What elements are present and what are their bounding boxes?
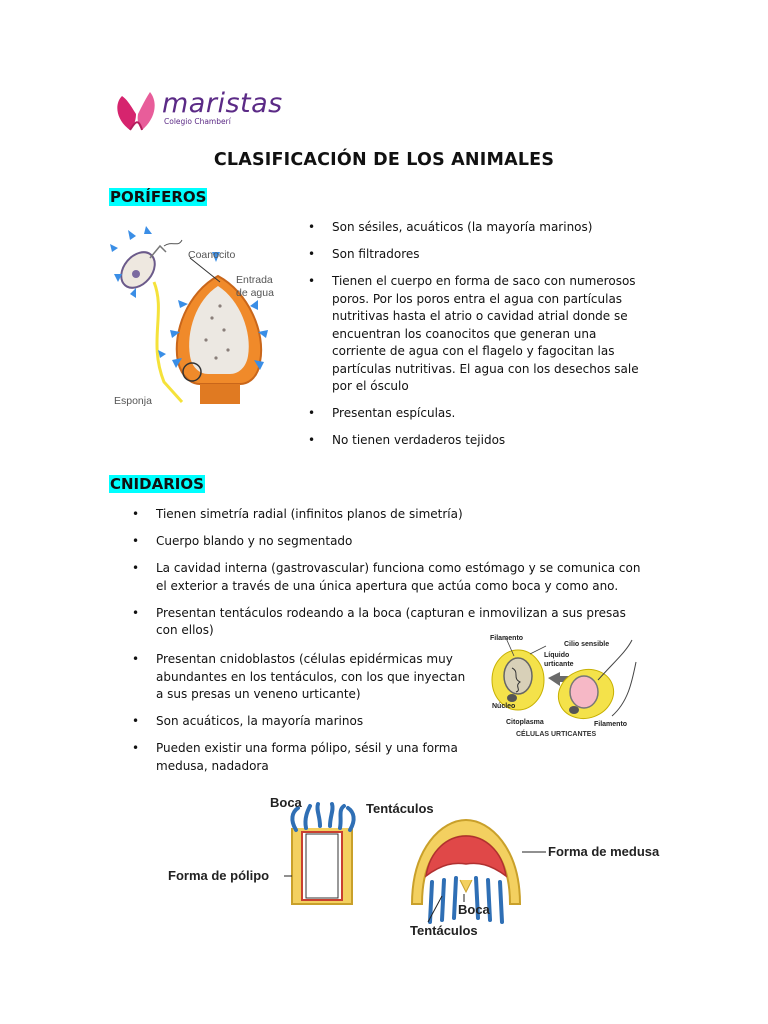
label-citoplasma: Citoplasma [506,719,544,726]
label-entrada-2: de agua [236,287,274,299]
label-tentaculos-1: Tentáculos [366,801,434,816]
label-coanocito: Coanocito [188,249,236,261]
list-item: • Pueden existir una forma pólipo, sésil y una forma medusa, nadadora [132,740,467,775]
list-item: • Presentan cnidoblastos (células epidérmicas muy abundantes en los tentáculos, con los que inyectan a sus presas un veneno urticante) [132,651,467,704]
maristas-heart-icon [112,86,162,134]
nucleus-right [569,706,579,714]
list-item: • Son sésiles, acuáticos (la mayoría marinos) [308,219,653,237]
label-cilio: Cilio sensible [564,641,610,648]
nucleus-left [507,694,517,702]
poriferos-list [308,219,653,459]
label-esponja: Esponja [114,395,152,407]
label-liquido-1: Líquido [544,652,570,659]
page-title: CLASIFICACIÓN DE LOS ANIMALES [213,150,555,170]
coanocito-nucleus [132,270,140,278]
logo-wordmark: maristas [162,88,283,119]
list-item: • Tienen el cuerpo en forma de saco con numerosos poros. Por los poros entra el agua con partículas nutritivas hasta el atrio o cavidad atrial donde se encuentran los coanocitos que generan una corriente de agua con el flagelo y fagocitan las partículas nutritivas. El agua con los desechos sale por el ósculo [308,273,653,396]
section-heading-cnidarios [109,474,205,494]
label-forma-medusa: Forma de medusa [548,844,660,859]
list-item: • Presentan espículas. [308,405,653,423]
label-filamento: Filamento [490,635,524,642]
cnidarios-list-bottom [132,651,467,785]
list-item: • Presentan tentáculos rodeando a la boca (capturan e inmovilizan a sus presas con ellos) [132,605,642,640]
label-boca-2: Boca [458,902,490,917]
capsule-right [570,676,598,708]
label-nucleo: Núcleo [492,703,516,710]
cnidarios-list-top [132,506,642,649]
list-item: • Son filtradores [308,246,653,264]
polyp-medusa-diagram [160,792,690,942]
sponge-base [200,384,240,404]
school-logo [112,86,283,134]
figure-caption: CÉLULAS URTICANTES [516,731,597,738]
section-heading-poriferos [109,187,207,207]
logo-subtitle: Colegio Chamberí [164,117,231,126]
polyp-figure [292,804,354,904]
sponge-diagram [108,222,288,412]
heading-label: PORÍFEROS [110,188,207,206]
heading-label: CNIDARIOS [110,475,204,493]
label-liquido-2: urticante [544,661,574,668]
label-entrada-1: Entrada [236,274,273,286]
label-filamento-2: Filamento [594,721,628,728]
label-tentaculos-2: Tentáculos [410,923,478,938]
list-item: • Cuerpo blando y no segmentado [132,533,642,551]
list-item: • La cavidad interna (gastrovascular) funciona como estómago y se comunica con el exterior a través de una única apertura que actúa como boca y como ano. [132,560,642,595]
list-item: • Tienen simetría radial (infinitos planos de simetría) [132,506,642,524]
list-item: • No tienen verdaderos tejidos [308,432,653,450]
label-forma-polipo: Forma de pólipo [168,868,270,883]
label-boca-1: Boca [270,795,302,810]
list-item: • Son acuáticos, la mayoría marinos [132,713,467,731]
cnidocyte-diagram [486,632,646,742]
